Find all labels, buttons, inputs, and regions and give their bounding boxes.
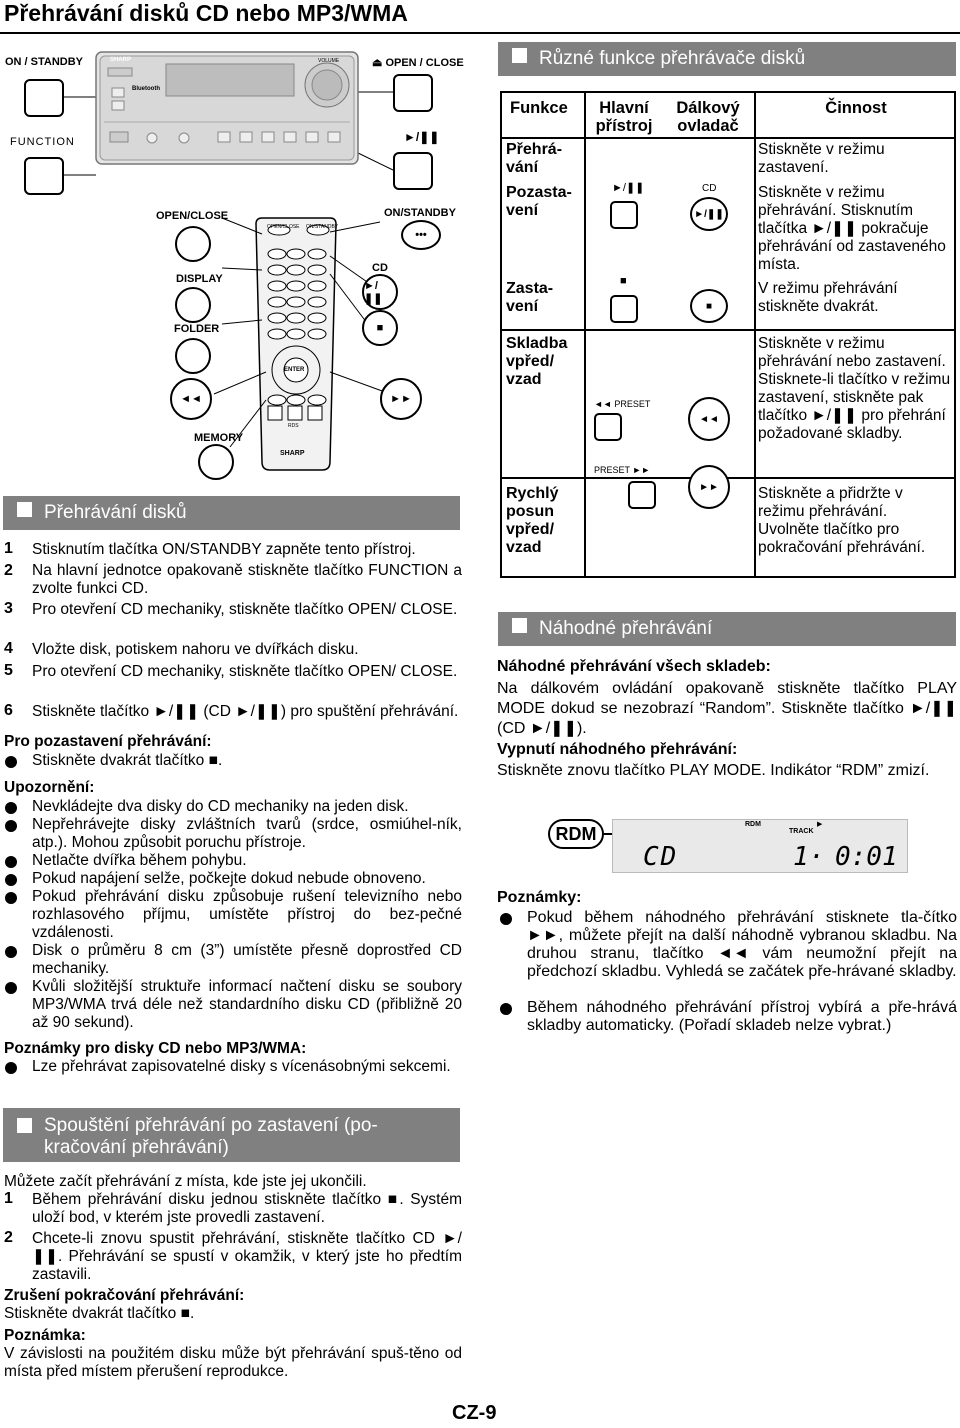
step-text: Stisknutím tlačítka ON/STANDBY zapněte tento přístroj. bbox=[32, 541, 416, 558]
rdm-display bbox=[548, 815, 910, 875]
unit-bluetooth-label: Bluetooth bbox=[132, 86, 160, 92]
action-cell: Stiskněte v režimu přehrávání. Stisknutím tlačítka ►/❚❚ pokračuje přehrávání od zastaveného místa. bbox=[758, 184, 946, 273]
bullet bbox=[5, 982, 17, 994]
remote-open-close-button[interactable] bbox=[175, 226, 211, 262]
function-cell: Zasta- vení bbox=[506, 280, 554, 315]
step-number: 3 bbox=[4, 600, 13, 617]
step-number: 2 bbox=[4, 1229, 13, 1246]
step-number: 1 bbox=[4, 540, 13, 557]
display-label: DISPLAY bbox=[176, 273, 223, 285]
remote-open-close-callout-label: OPEN/CLOSE bbox=[156, 210, 229, 222]
remote-skip-back-button[interactable] bbox=[688, 397, 730, 441]
step-number: 5 bbox=[4, 662, 13, 679]
cancel-heading: Zrušení pokračování přehrávání: bbox=[4, 1287, 245, 1304]
random-notes-heading: Poznámky: bbox=[497, 889, 582, 906]
warning-item: Pokud přehrávání disku způsobuje rušení televizního nebo rozhlasového příjmu, umístěte přístroj do bez-pečné vzdálenosti. bbox=[32, 888, 462, 941]
note-text: V závislosti na použitém disku může být přehrávání spuš-těno od místa před místem přerušení reprodukce. bbox=[4, 1345, 462, 1380]
main-skip-forward-button[interactable] bbox=[628, 481, 656, 509]
action-cell: Stiskněte a přidržte v režimu přehrávání. Uvolněte tlačítko pro pokračování přehrávání. bbox=[758, 485, 926, 556]
memory-button[interactable] bbox=[198, 444, 234, 480]
random-off-text: Stiskněte znovu tlačítko PLAY MODE. Indikátor “RDM” zmizí. bbox=[497, 762, 930, 779]
notes-heading: Poznámky pro disky CD nebo MP3/WMA: bbox=[4, 1040, 307, 1057]
lcd-panel bbox=[612, 819, 908, 873]
remote-stop-button[interactable]: ■ bbox=[690, 289, 728, 323]
remote-on-standby-label: ON/STANDBY bbox=[306, 224, 339, 230]
bullet bbox=[5, 802, 17, 814]
step-text: Vložte disk, potiskem nahoru ve dvířkách disku. bbox=[32, 641, 359, 658]
bullet bbox=[5, 892, 17, 904]
skip-forward-icon: ►► bbox=[390, 393, 412, 405]
random-note-item: Pokud během náhodného přehrávání stisknete tla-čítko ►►, můžete přejít na další náhodně vybranou skladbu. Na druhou stranu, tlačítko ◄◄ vám neumožní přejít na předchozí skladbu. Vyhledá se začátek pře-hrávané skladby. bbox=[527, 909, 957, 980]
lcd-time: 0:01 bbox=[835, 842, 898, 872]
main-play-label: ►/❚❚ bbox=[612, 182, 645, 194]
remote-rds-label: RDS bbox=[288, 423, 299, 429]
pause-heading: Pro pozastavení přehrávání: bbox=[4, 733, 212, 750]
functions-table bbox=[500, 91, 956, 578]
remote-on-standby-callout-label: ON/STANDBY bbox=[384, 207, 456, 219]
dots-icon: ••• bbox=[415, 229, 427, 241]
column-divider bbox=[584, 93, 586, 578]
unit-brand: SHARP bbox=[110, 57, 132, 63]
bullet bbox=[500, 913, 512, 925]
remote-skip-forward-button[interactable] bbox=[380, 378, 422, 420]
remote-enter-label: ENTER bbox=[284, 367, 305, 373]
bullet bbox=[500, 1003, 512, 1015]
step-text: Chcete-li znovu spustit přehrávání, stiskněte tlačítko CD ►/❚❚. Přehrávání se spustí v okamžik, v který jste ho předtím zastavili. bbox=[32, 1230, 462, 1283]
track-indicator: TRACK bbox=[789, 828, 814, 835]
warning-item: Kvůli složitější struktuře informací načtení disku se soubory MP3/WMA trvá déle než standardního disku CD (přibližně 20 až 90 sekund). bbox=[32, 978, 462, 1031]
bullet bbox=[5, 856, 17, 868]
device-illustration bbox=[0, 42, 470, 482]
memory-label: MEMORY bbox=[194, 432, 244, 444]
skip-back-icon: ◄◄ bbox=[180, 393, 202, 405]
skip-back-icon: ◄◄ bbox=[699, 413, 719, 425]
step-text: Pro otevření CD mechaniky, stiskněte tlačítko OPEN/ CLOSE. bbox=[32, 663, 458, 680]
play-pause-label: ►/❚❚ bbox=[404, 130, 440, 144]
open-close-label: ⏏ OPEN / CLOSE bbox=[372, 57, 464, 69]
step-number: 2 bbox=[4, 562, 13, 579]
random-all-text: Na dálkovém ovládání opakovaně stiskněte tlačítko PLAY MODE dokud se nezobrazí “Random”. Stiskněte tlačítko ►/❚❚ (CD ►/❚❚). bbox=[497, 680, 957, 737]
action-cell: V režimu přehrávání stiskněte dvakrát. bbox=[758, 280, 898, 315]
rdm-badge: RDM bbox=[548, 819, 604, 849]
main-stop-button[interactable] bbox=[610, 295, 638, 323]
warning-item: Pokud napájení selže, počkejte dokud nebude obnoveno. bbox=[32, 870, 426, 887]
on-standby-label: ON / STANDBY bbox=[5, 56, 84, 68]
warning-item: Nevkládejte dva disky do CD mechaniky na jeden disk. bbox=[32, 798, 409, 815]
function-cell: Pozasta- vení bbox=[506, 184, 572, 219]
bullet bbox=[5, 874, 17, 886]
section-heading-functions: Různé funkce přehrávače disků bbox=[498, 42, 956, 76]
column-header-remote: Dálkový ovladač bbox=[676, 99, 740, 135]
column-header-function: Funkce bbox=[510, 99, 568, 117]
remote-stop-button[interactable] bbox=[362, 310, 398, 346]
bullet bbox=[5, 820, 17, 832]
pause-text: Stiskněte dvakrát tlačítko ■. bbox=[32, 752, 223, 769]
note-item: Lze přehrávat zapisovatelné disky s vícenásobnými sekcemi. bbox=[32, 1058, 451, 1075]
random-all-heading: Náhodné přehrávání všech skladeb: bbox=[497, 658, 771, 675]
note-heading: Poznámka: bbox=[4, 1327, 86, 1344]
remote-skip-forward-button[interactable] bbox=[688, 465, 730, 509]
play-pause-icon: ►/❚❚ bbox=[364, 279, 383, 305]
remote-open-close-label: OPEN/CLOSE bbox=[267, 224, 300, 230]
random-off-heading: Vypnutí náhodného přehrávání: bbox=[497, 741, 738, 758]
folder-label: FOLDER bbox=[174, 323, 220, 335]
action-cell: Stiskněte v režimu zastavení. bbox=[758, 141, 885, 176]
function-cell: Rychlý posun vpřed/ vzad bbox=[506, 485, 559, 556]
column-header-action: Činnost bbox=[825, 99, 887, 117]
action-cell: Stiskněte v režimu přehrávání nebo zastavení. Stisknete-li tlačítko v režimu zastavení, stiskněte pak tlačítko ►/❚❚ pro přehrání požadované skladby. bbox=[758, 335, 951, 442]
volume-label: VOLUME bbox=[318, 58, 340, 64]
stop-icon: ■ bbox=[376, 322, 384, 334]
function-cell: Přehrá- vání bbox=[506, 141, 563, 176]
remote-play-pause-button[interactable]: ►/❚❚ bbox=[690, 197, 728, 231]
page-title: Přehrávání disků CD nebo MP3/WMA bbox=[4, 0, 408, 26]
function-label: FUNCTION bbox=[10, 136, 75, 148]
preset-forward-label: PRESET ►► bbox=[594, 465, 651, 475]
folder-button[interactable] bbox=[175, 338, 211, 374]
remote-cd-label: CD bbox=[702, 183, 717, 194]
function-cell: Skladba vpřed/ vzad bbox=[506, 335, 568, 388]
resume-heading-line1: Spouštění přehrávání po zastavení (po- bbox=[44, 1115, 378, 1136]
column-divider bbox=[754, 93, 756, 578]
badge-connector bbox=[604, 833, 612, 835]
remote-skip-back-button[interactable] bbox=[170, 378, 212, 420]
skip-forward-icon: ►► bbox=[699, 481, 719, 493]
remote-cd-play-button[interactable] bbox=[362, 274, 398, 310]
main-play-pause-button[interactable] bbox=[610, 201, 638, 229]
step-text: Stiskněte tlačítko ►/❚❚ (CD ►/❚❚) pro spuštění přehrávání. bbox=[32, 703, 459, 720]
lcd-track: 1· bbox=[793, 842, 825, 872]
play-indicator: ▶ bbox=[817, 821, 823, 828]
warning-item: Disk o průměru 8 cm (3”) umístěte přesně doprostřed CD mechaniky. bbox=[32, 942, 462, 977]
step-number: 4 bbox=[4, 640, 13, 657]
preset-back-label: ◄◄ PRESET bbox=[594, 399, 651, 409]
random-note-item: Během náhodného přehrávání přístroj vybírá a pře-hrává skladby automaticky. (Pořadí skladeb nelze vybrat.) bbox=[527, 999, 957, 1034]
remote-on-standby-button[interactable] bbox=[401, 220, 441, 250]
bullet bbox=[5, 1062, 17, 1074]
row-divider bbox=[502, 137, 954, 139]
step-text: Během přehrávání disku jednou stiskněte tlačítko ■. Systém uloží bod, v kterém jste provedli zastavení. bbox=[32, 1191, 462, 1226]
main-stop-label: ■ bbox=[620, 275, 627, 287]
resume-intro: Můžete začít přehrávání z místa, kde jste jej ukončili. bbox=[4, 1173, 367, 1190]
bullet bbox=[5, 946, 17, 958]
step-text: Na hlavní jednotce opakovaně stiskněte tlačítko FUNCTION a zvolte funkci CD. bbox=[32, 562, 462, 597]
lcd-source: CD bbox=[643, 842, 679, 872]
eject-icon: ⏏ bbox=[372, 57, 386, 69]
title-divider bbox=[0, 32, 960, 34]
warning-heading: Upozornění: bbox=[4, 779, 95, 796]
display-button[interactable] bbox=[175, 287, 211, 323]
page-number: CZ-9 bbox=[452, 1402, 497, 1424]
section-heading-resume bbox=[3, 1108, 460, 1162]
step-number: 1 bbox=[4, 1190, 13, 1207]
section-heading-playback: Přehrávání disků bbox=[3, 496, 460, 530]
main-skip-back-button[interactable] bbox=[594, 413, 622, 441]
warning-item: Netlačte dvířka během pohybu. bbox=[32, 852, 247, 869]
rdm-indicator: RDM bbox=[745, 821, 761, 828]
remote-brand: SHARP bbox=[280, 450, 305, 457]
bullet bbox=[5, 756, 17, 768]
row-divider bbox=[502, 329, 954, 331]
cancel-text: Stiskněte dvakrát tlačítko ■. bbox=[4, 1305, 195, 1322]
column-header-main-unit: Hlavní přístroj bbox=[595, 99, 653, 135]
step-number: 6 bbox=[4, 702, 13, 719]
step-text: Pro otevření CD mechaniky, stiskněte tlačítko OPEN/ CLOSE. bbox=[32, 601, 458, 618]
warning-item: Nepřehrávejte disky zvláštních tvarů (srdce, osmiúhel-ník, atp.). Mohou způsobit poruchu přístroje. bbox=[32, 816, 462, 851]
cd-label: CD bbox=[372, 262, 388, 274]
section-heading-random: Náhodné přehrávání bbox=[498, 612, 956, 646]
resume-heading-line2: kračování přehrávání) bbox=[44, 1137, 229, 1158]
